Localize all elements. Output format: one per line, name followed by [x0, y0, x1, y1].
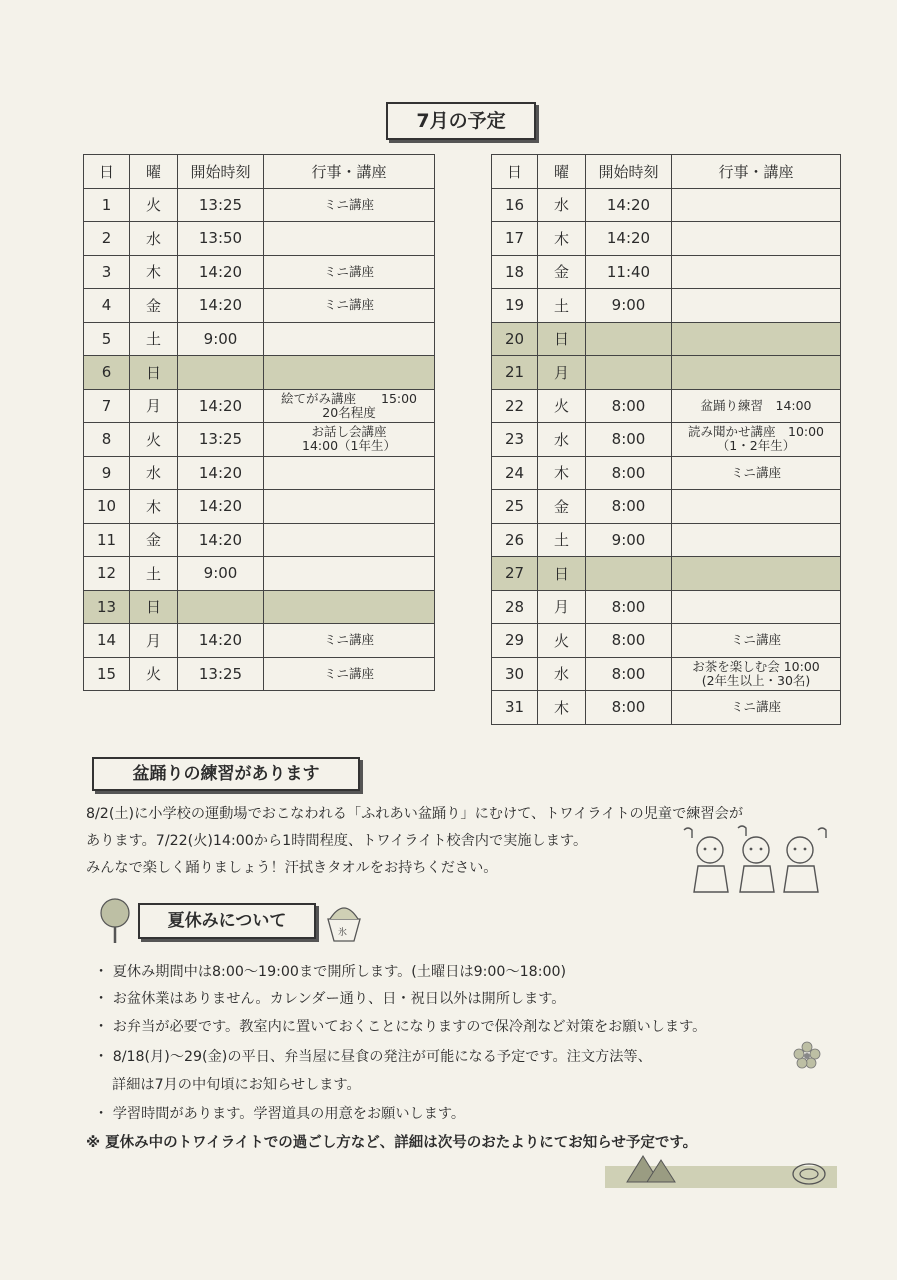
- event-cell: [264, 657, 435, 691]
- table-row: [492, 523, 841, 557]
- dow-cell: 月: [538, 590, 586, 624]
- day-cell: 6: [84, 356, 130, 390]
- day-cell: 9: [84, 456, 130, 490]
- day-cell: 19: [492, 289, 538, 323]
- event-cell: [264, 557, 435, 591]
- table-row: [84, 222, 435, 256]
- event-text: ミニ講座: [323, 632, 374, 648]
- event-cell: [672, 456, 841, 490]
- event-cell: [264, 590, 435, 624]
- table-row: [84, 356, 435, 390]
- day-cell: 10: [84, 490, 130, 524]
- table-row: [492, 691, 841, 725]
- time-cell: 8:00: [586, 657, 672, 691]
- bon-text-line-3: みんなで楽しく踊りましょう！汗拭きタオルをお持ちください。: [86, 860, 498, 876]
- day-cell: 26: [492, 523, 538, 557]
- day-cell: 22: [492, 389, 538, 423]
- header-day: 日: [84, 155, 130, 189]
- dancing-children-illustration: [668, 822, 840, 902]
- event-cell: [264, 255, 435, 289]
- table-row: [84, 523, 435, 557]
- time-cell: 9:00: [586, 289, 672, 323]
- day-cell: 13: [84, 590, 130, 624]
- event-cell: [672, 590, 841, 624]
- table-header-row: [84, 155, 435, 189]
- event-text: ミニ講座: [730, 699, 781, 715]
- header-time: 開始時刻: [586, 155, 672, 189]
- time-cell: 14:20: [178, 389, 264, 423]
- dow-cell: 土: [130, 322, 178, 356]
- event-text: 読み聞かせ講座 10:00: [687, 424, 825, 440]
- event-cell: [672, 624, 841, 658]
- day-cell: 7: [84, 389, 130, 423]
- day-cell: 31: [492, 691, 538, 725]
- day-cell: 5: [84, 322, 130, 356]
- dow-cell: 土: [538, 523, 586, 557]
- event-text: 盆踊り練習 14:00: [700, 397, 812, 413]
- event-text: お茶を楽しむ会 10:00: [692, 658, 820, 674]
- time-cell: 14:20: [178, 289, 264, 323]
- table-row: [84, 490, 435, 524]
- day-cell: 2: [84, 222, 130, 256]
- summer-vacation-heading: 夏休みについて: [138, 903, 316, 939]
- dow-cell: 金: [538, 490, 586, 524]
- table-row: [492, 322, 841, 356]
- day-cell: 11: [84, 523, 130, 557]
- event-subtext: (2年生以上・30名): [701, 672, 811, 688]
- table-header-row: [492, 155, 841, 189]
- dow-cell: 月: [130, 624, 178, 658]
- table-row: [84, 557, 435, 591]
- time-cell: 14:20: [586, 222, 672, 256]
- day-cell: 15: [84, 657, 130, 691]
- day-cell: 20: [492, 322, 538, 356]
- summer-bullet-4: ・ 8/18(月)～29(金)の平日、弁当屋に昼食の発注が可能になる予定です。注文方法等、: [94, 1049, 652, 1065]
- event-cell: [672, 389, 841, 423]
- event-text: 絵てがみ講座 15:00: [280, 390, 418, 406]
- dow-cell: 火: [538, 624, 586, 658]
- table-row: [84, 423, 435, 457]
- table-row: [492, 222, 841, 256]
- header-time: 開始時刻: [178, 155, 264, 189]
- dow-cell: 土: [538, 289, 586, 323]
- dow-cell: 日: [538, 322, 586, 356]
- time-cell: 11:40: [586, 255, 672, 289]
- table-row: [492, 657, 841, 691]
- table-row: [492, 289, 841, 323]
- time-cell: 8:00: [586, 423, 672, 457]
- time-cell: 13:25: [178, 657, 264, 691]
- table-row: [84, 322, 435, 356]
- event-subtext: 20名程度: [322, 404, 376, 420]
- event-text: ミニ講座: [323, 297, 374, 313]
- event-cell: [672, 691, 841, 725]
- time-cell: [586, 557, 672, 591]
- dow-cell: 水: [538, 188, 586, 222]
- day-cell: 21: [492, 356, 538, 390]
- time-cell: 13:25: [178, 423, 264, 457]
- summer-bullet-4-cont: 詳細は7月の中旬頃にお知らせします。: [112, 1077, 361, 1093]
- time-cell: 14:20: [178, 523, 264, 557]
- uchiwa-fan-icon: [98, 897, 132, 945]
- time-cell: 8:00: [586, 590, 672, 624]
- time-cell: [178, 356, 264, 390]
- event-cell: [264, 356, 435, 390]
- day-cell: 4: [84, 289, 130, 323]
- time-cell: [586, 322, 672, 356]
- event-cell: [672, 188, 841, 222]
- time-cell: 14:20: [178, 490, 264, 524]
- dow-cell: 火: [130, 657, 178, 691]
- time-cell: 9:00: [586, 523, 672, 557]
- dow-cell: 火: [130, 423, 178, 457]
- bon-text-line-1: 8/2(土)に小学校の運動場でおこなわれる「ふれあい盆踊り」にむけて、トワイライトの児童で練習会が: [86, 806, 744, 822]
- time-cell: 8:00: [586, 691, 672, 725]
- day-cell: 24: [492, 456, 538, 490]
- day-cell: 28: [492, 590, 538, 624]
- event-text: ミニ講座: [730, 464, 781, 480]
- table-row: [492, 255, 841, 289]
- table-row: [84, 389, 435, 423]
- table-row: [84, 456, 435, 490]
- summer-bullet-1: ・ 夏休み期間中は8:00～19:00まで開所します。(土曜日は9:00～18:00): [94, 964, 567, 980]
- event-cell: [264, 523, 435, 557]
- time-cell: 8:00: [586, 490, 672, 524]
- event-text: お話し会講座: [311, 424, 387, 440]
- day-cell: 14: [84, 624, 130, 658]
- event-cell: [264, 322, 435, 356]
- event-text: ミニ講座: [730, 632, 781, 648]
- page-title: 7月の予定: [386, 102, 536, 140]
- summer-note: ※ 夏休み中のトワイライトでの過ごし方など、詳細は次号のおたよりにてお知らせ予定です。: [86, 1135, 698, 1151]
- table-row: [492, 356, 841, 390]
- table-row: [492, 188, 841, 222]
- ice-sign-text: 氷: [338, 928, 348, 938]
- time-cell: 8:00: [586, 389, 672, 423]
- header-dow: 曜: [538, 155, 586, 189]
- dow-cell: 水: [130, 222, 178, 256]
- day-cell: 23: [492, 423, 538, 457]
- event-cell: [672, 289, 841, 323]
- schedule-table-left: [83, 154, 435, 691]
- dow-cell: 水: [130, 456, 178, 490]
- table-row: [492, 624, 841, 658]
- dow-cell: 月: [130, 389, 178, 423]
- event-cell: [672, 523, 841, 557]
- time-cell: 9:00: [178, 322, 264, 356]
- header-event: 行事・講座: [264, 155, 435, 189]
- table-row: [84, 624, 435, 658]
- time-cell: [178, 590, 264, 624]
- time-cell: [586, 356, 672, 390]
- dow-cell: 火: [538, 389, 586, 423]
- event-text: ミニ講座: [323, 263, 374, 279]
- dow-cell: 木: [538, 691, 586, 725]
- day-cell: 3: [84, 255, 130, 289]
- event-cell: [672, 255, 841, 289]
- event-cell: [672, 356, 841, 390]
- event-cell: [264, 490, 435, 524]
- day-cell: 18: [492, 255, 538, 289]
- day-cell: 1: [84, 188, 130, 222]
- summer-bullet-3: ・ お弁当が必要です。教室内に置いておくことになりますので保冷剤など対策をお願いします。: [94, 1019, 707, 1035]
- dow-cell: 日: [130, 590, 178, 624]
- day-cell: 25: [492, 490, 538, 524]
- event-cell: [672, 222, 841, 256]
- event-cell: [672, 423, 841, 457]
- event-cell: [672, 557, 841, 591]
- table-row: [84, 289, 435, 323]
- dow-cell: 火: [130, 188, 178, 222]
- time-cell: 9:00: [178, 557, 264, 591]
- shaved-ice-icon: [322, 897, 366, 945]
- dow-cell: 月: [538, 356, 586, 390]
- dow-cell: 日: [538, 557, 586, 591]
- header-day: 日: [492, 155, 538, 189]
- dow-cell: 水: [538, 657, 586, 691]
- event-subtext: 14:00（1年生）: [302, 438, 396, 454]
- dow-cell: 木: [538, 456, 586, 490]
- event-text: ミニ講座: [323, 196, 374, 212]
- dow-cell: 金: [130, 523, 178, 557]
- day-cell: 12: [84, 557, 130, 591]
- table-row: [492, 490, 841, 524]
- time-cell: 14:20: [178, 456, 264, 490]
- event-cell: [264, 456, 435, 490]
- dow-cell: 金: [538, 255, 586, 289]
- time-cell: 14:20: [586, 188, 672, 222]
- event-cell: [672, 490, 841, 524]
- event-cell: [264, 389, 435, 423]
- table-row: [492, 557, 841, 591]
- day-cell: 29: [492, 624, 538, 658]
- summer-bullet-2: ・ お盆休業はありません。カレンダー通り、日・祝日以外は開所します。: [94, 991, 566, 1007]
- day-cell: 27: [492, 557, 538, 591]
- day-cell: 16: [492, 188, 538, 222]
- event-cell: [672, 657, 841, 691]
- time-cell: 13:25: [178, 188, 264, 222]
- table-row: [492, 423, 841, 457]
- bon-text-line-2: あります。7/22(火)14:00から1時間程度、トワイライト校舎内で実施します。: [86, 833, 588, 849]
- table-row: [492, 389, 841, 423]
- table-row: [84, 657, 435, 691]
- time-cell: 14:20: [178, 624, 264, 658]
- table-row: [84, 590, 435, 624]
- dow-cell: 金: [130, 289, 178, 323]
- day-cell: 8: [84, 423, 130, 457]
- event-cell: [264, 423, 435, 457]
- dow-cell: 木: [538, 222, 586, 256]
- header-event: 行事・講座: [672, 155, 841, 189]
- table-row: [492, 590, 841, 624]
- time-cell: 8:00: [586, 456, 672, 490]
- table-row: [84, 255, 435, 289]
- event-subtext: （1・2年生）: [716, 438, 796, 454]
- table-row: [84, 188, 435, 222]
- dow-cell: 水: [538, 423, 586, 457]
- time-cell: 14:20: [178, 255, 264, 289]
- event-cell: [264, 188, 435, 222]
- time-cell: 13:50: [178, 222, 264, 256]
- event-cell: [672, 322, 841, 356]
- summer-bullet-5: ・ 学習時間があります。学習道具の用意をお願いします。: [94, 1106, 466, 1122]
- dow-cell: 木: [130, 255, 178, 289]
- day-cell: 30: [492, 657, 538, 691]
- dow-cell: 土: [130, 557, 178, 591]
- dow-cell: 日: [130, 356, 178, 390]
- schedule-table-right: [491, 154, 841, 725]
- table-row: [492, 456, 841, 490]
- flower-decoration-icon: [792, 1040, 822, 1070]
- dow-cell: 木: [130, 490, 178, 524]
- watermelon-coil-decoration: [605, 1148, 841, 1192]
- day-cell: 17: [492, 222, 538, 256]
- event-cell: [264, 289, 435, 323]
- event-cell: [264, 624, 435, 658]
- bon-odori-heading: 盆踊りの練習があります: [92, 757, 360, 791]
- event-cell: [264, 222, 435, 256]
- time-cell: 8:00: [586, 624, 672, 658]
- header-dow: 曜: [130, 155, 178, 189]
- event-text: ミニ講座: [323, 665, 374, 681]
